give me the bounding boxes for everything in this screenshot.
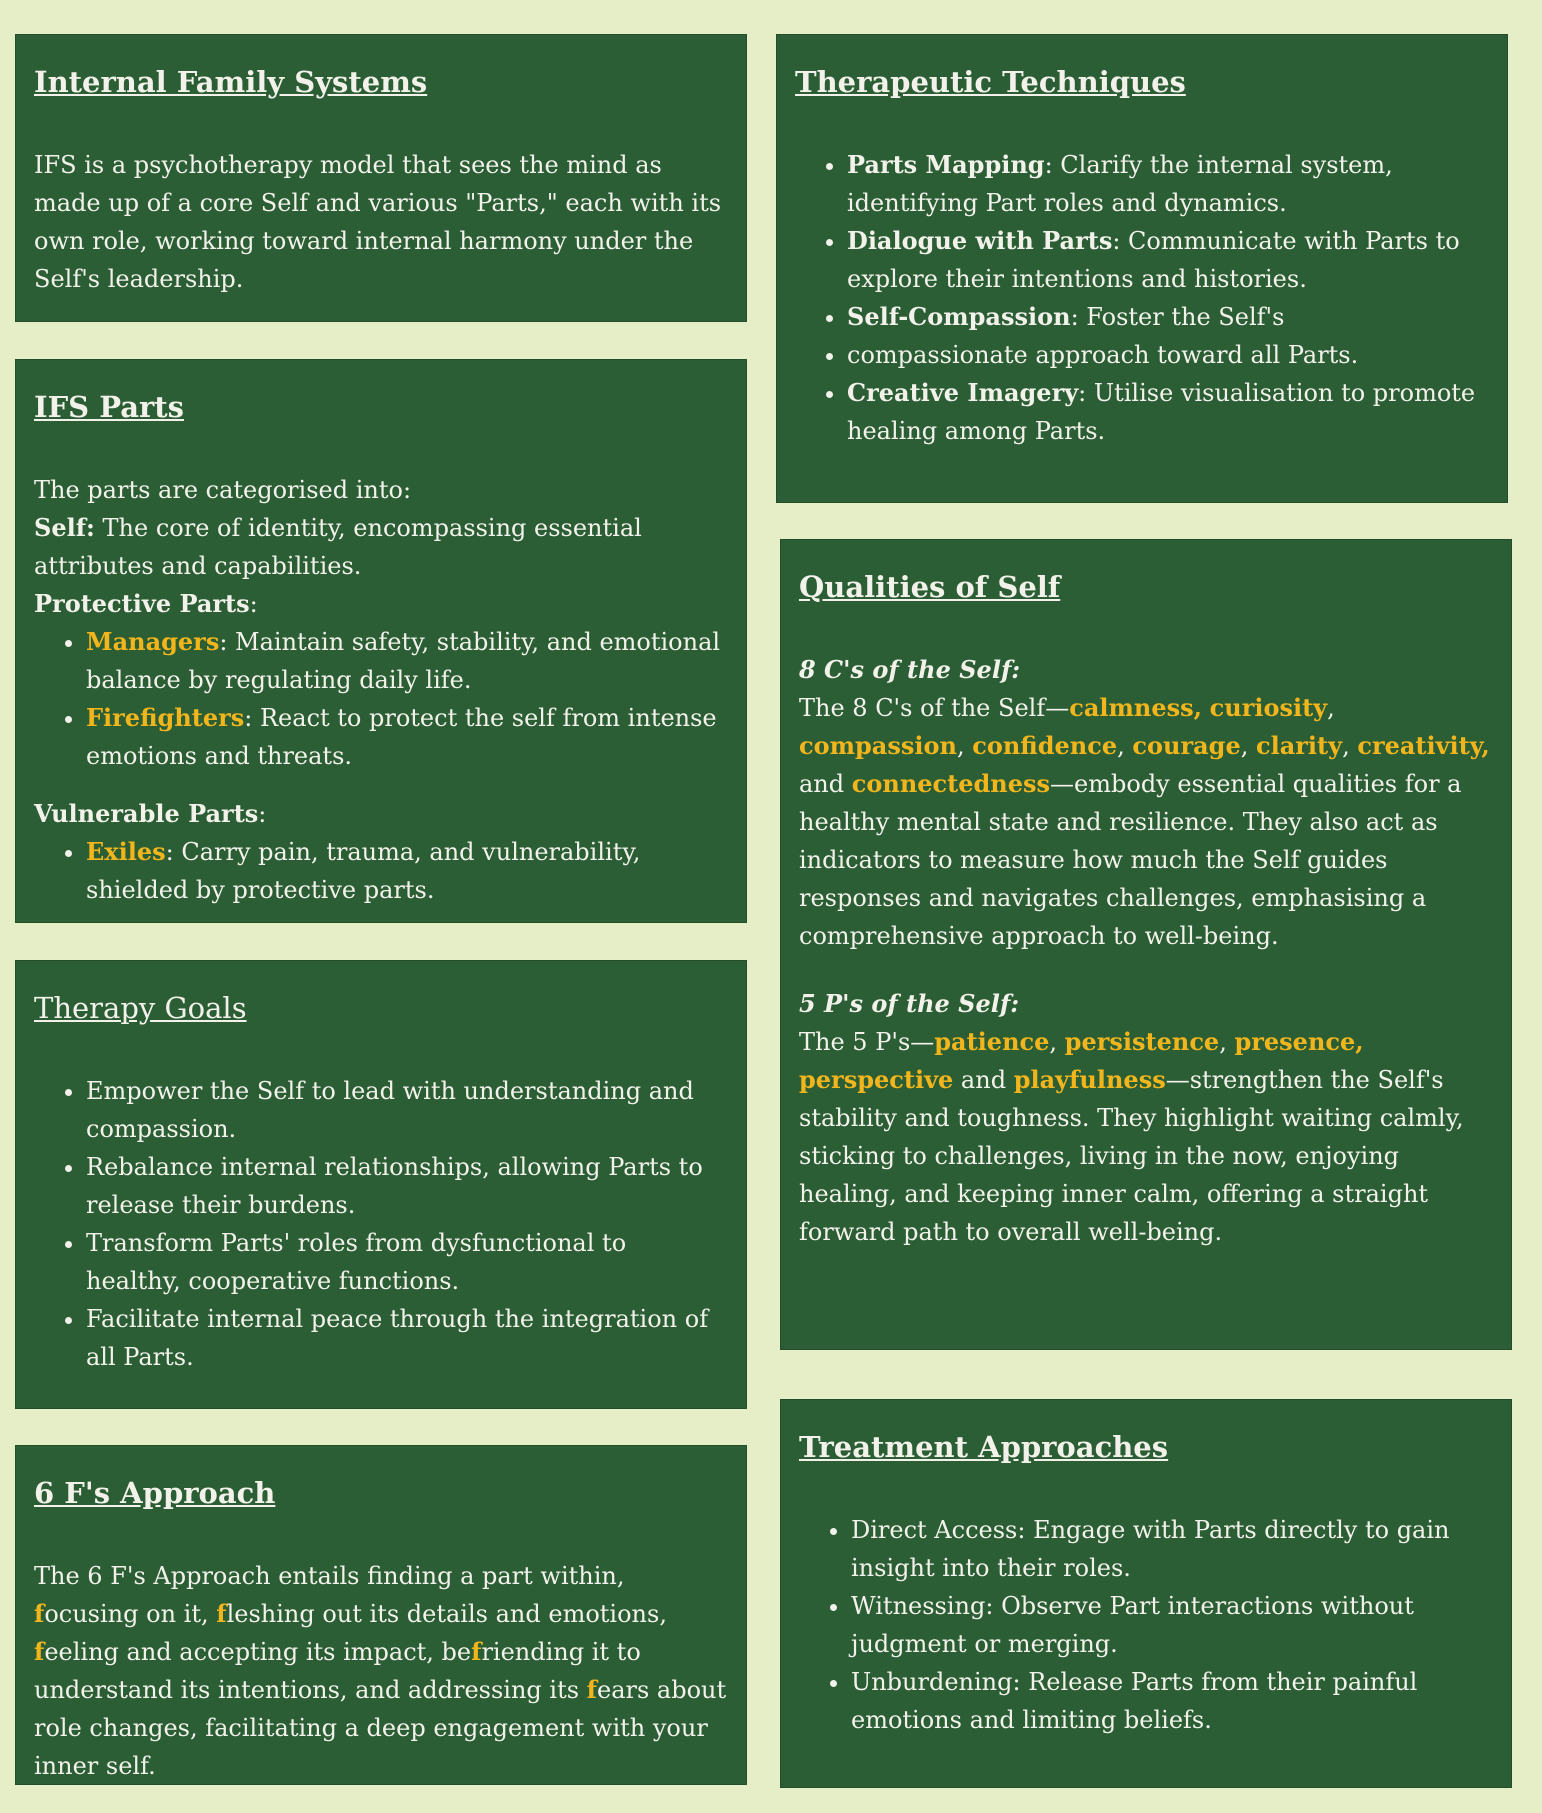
technique-text: : Foster the Self's — [1070, 302, 1285, 331]
text-segment: The 6 F's Approach entails finding a part within, — [34, 1561, 625, 1590]
text-segment: The 5 P's— — [799, 1027, 935, 1056]
text-segment: ears about role changes, facilitating a deep engagement with your inner self. — [34, 1675, 727, 1780]
card-title: IFS Parts — [34, 390, 185, 424]
highlight-letter: f — [34, 1636, 45, 1666]
card-therapy-goals — [15, 960, 747, 1409]
quality-word: presence, — [1234, 1026, 1364, 1056]
quality-word: clarity — [1255, 730, 1343, 760]
technique-name: Dialogue with Parts — [847, 225, 1113, 255]
quality-word: curiosity — [1209, 692, 1328, 722]
self-text: The core of identity, encompassing essential attributes and capabilities. — [34, 513, 642, 580]
five-ps-description: The 5 P's—patience, persistence, presence, perspective and playfulness—strengthen the Self's stability and toughness. They highlight waiting calmly, sticking to challenges, living in the now, enjoying healing, and keeping inner calm, offering a straight forward path to overall well-being. — [799, 1026, 1464, 1246]
part-text: : Maintain safety, stability, and emotional balance by regulating daily life. — [86, 627, 721, 694]
highlight-letter: f — [34, 1598, 45, 1628]
list-item — [847, 298, 1489, 336]
text-segment: eeling and accepting its impact, be — [44, 1637, 472, 1666]
card-techniques — [776, 34, 1508, 503]
technique-text: : Communicate with Parts to explore their intentions and histories. — [847, 226, 1460, 293]
list-item — [86, 623, 728, 699]
card-qualities — [780, 539, 1512, 1350]
card-title: Therapeutic Techniques — [795, 65, 1186, 99]
parts-intro: The parts are categorised into: — [34, 475, 412, 504]
part-text: : React to protect the self from intense emotions and threats. — [86, 703, 717, 770]
quality-word: courage — [1132, 730, 1241, 760]
list-item — [847, 146, 1489, 222]
list-item: • Direct Access: Engage with Parts directly to gain insight into their roles. — [851, 1511, 1493, 1587]
protective-heading: Protective Parts: — [34, 588, 258, 618]
list-item: • Rebalance internal relationships, allowing Parts to release their burdens. — [86, 1148, 728, 1224]
quality-word: creativity, — [1357, 730, 1490, 760]
card-title: 6 F's Approach — [34, 1476, 276, 1510]
six-fs-description — [34, 1557, 728, 1785]
part-name: Managers — [86, 626, 220, 656]
part-name: Firefighters — [86, 702, 245, 732]
protective-label: Protective Parts — [34, 588, 250, 618]
quality-word: compassion — [799, 730, 957, 760]
card-title: Therapy Goals — [34, 991, 247, 1025]
technique-text: : Clarify the internal system, identifying Part roles and dynamics. — [847, 150, 1393, 217]
quality-word: playfulness — [1013, 1064, 1166, 1094]
text-segment: —strengthen the Self's stability and toughness. They highlight waiting calmly, sticking to challenges, living in the now, enjoying healing, and keeping inner calm, offering a straight forward path to overall well-being. — [799, 1065, 1464, 1246]
quality-word: perspective — [799, 1064, 954, 1094]
technique-text: : Utilise visualisation to promote healing among Parts. — [847, 378, 1476, 445]
ifs-description: IFS is a psychotherapy model that sees the mind as made up of a core Self and various "Parts," each with its own role, working toward internal harmony under the Self's leadership. — [34, 150, 722, 293]
list-item — [847, 222, 1489, 298]
card-title: Internal Family Systems — [34, 65, 428, 99]
part-name: Exiles — [86, 836, 166, 866]
highlight-letter: f — [586, 1674, 597, 1704]
card-treatment — [780, 1399, 1512, 1788]
quality-word: persistence — [1064, 1026, 1220, 1056]
quality-word: patience — [934, 1026, 1050, 1056]
card-title: Qualities of Self — [799, 570, 1061, 604]
list-item: • Empower the Self to lead with understanding and compassion. — [86, 1072, 728, 1148]
list-item — [86, 833, 728, 909]
protective-list — [34, 623, 728, 775]
self-label: Self: — [34, 512, 95, 542]
card-title: Treatment Approaches — [799, 1430, 1169, 1464]
list-item — [847, 336, 1489, 374]
vulnerable-list — [34, 833, 728, 909]
list-item — [86, 699, 728, 775]
card-ifs-parts — [15, 359, 747, 923]
treatment-list — [799, 1511, 1493, 1739]
card-six-fs — [15, 1445, 747, 1785]
list-item — [847, 374, 1489, 450]
techniques-list — [795, 146, 1489, 450]
part-text: : Carry pain, trauma, and vulnerability, shielded by protective parts. — [86, 837, 641, 904]
list-item: • Witnessing: Observe Part interactions without judgment or merging. — [851, 1587, 1493, 1663]
quality-word: calmness, — [1069, 692, 1202, 722]
list-item: • Transform Parts' roles from dysfunctional to healthy, cooperative functions. — [86, 1224, 728, 1300]
text-segment: —embody essential qualities for a healthy mental state and resilience. They also act as indicators to measure how much the Self guides responses and navigates challenges, emphasising a comprehensive approach to well-being. — [799, 769, 1462, 950]
eight-cs-description: The 8 C's of the Self—calmness, curiosity, compassion, confidence, courage, clarity, creativity, and connectedness—embody essential qualities for a healthy mental state and resilience. They also act as indicators to measure how much the Self guides responses and navigates challenges, emphasising a comprehensive approach to well-being. — [799, 692, 1490, 950]
text-segment: leshing out its details and emotions, — [226, 1599, 667, 1628]
list-item: • Facilitate internal peace through the integration of all Parts. — [86, 1300, 728, 1376]
eight-cs-heading: 8 C's of the Self: — [799, 654, 1021, 684]
highlight-letter: f — [471, 1636, 482, 1666]
card-ifs — [15, 34, 747, 322]
technique-name: Creative Imagery — [847, 377, 1079, 407]
quality-word: confidence — [972, 730, 1118, 760]
text-segment: riending it to understand its intentions, and addressing its — [34, 1637, 641, 1704]
text-segment: The 8 C's of the Self— — [799, 693, 1070, 722]
technique-name: Parts Mapping — [847, 149, 1045, 179]
self-definition — [34, 509, 728, 585]
vulnerable-label: Vulnerable Parts — [34, 798, 259, 828]
five-ps-heading: 5 P's of the Self: — [799, 988, 1020, 1018]
list-item: • Unburdening: Release Parts from their painful emotions and limiting beliefs. — [851, 1663, 1493, 1739]
text-segment: ocusing on it, — [44, 1599, 217, 1628]
technique-text: compassionate approach toward all Parts. — [847, 340, 1359, 369]
highlight-letter: f — [216, 1598, 227, 1628]
quality-word: connectedness — [851, 768, 1051, 798]
goals-list — [34, 1072, 728, 1376]
vulnerable-heading: Vulnerable Parts: — [34, 798, 267, 828]
technique-name: Self-Compassion — [847, 301, 1071, 331]
